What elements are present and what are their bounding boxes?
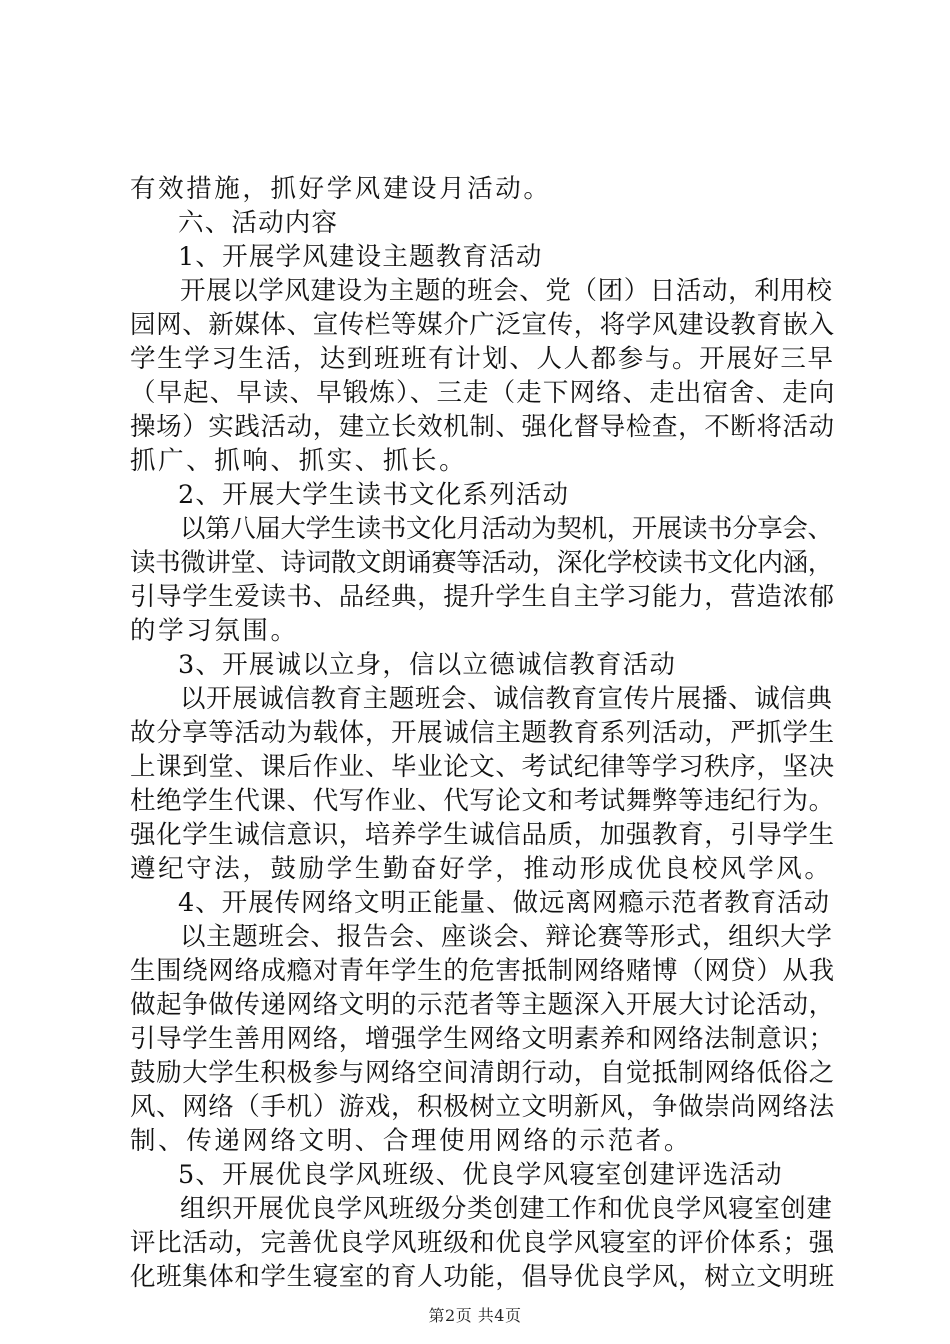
subsection-heading: 5、开展优良学风班级、优良学风寝室创建评选活动 (178, 1160, 783, 1190)
paragraph-line: 遵纪守法，鼓励学生勤奋好学，推动形成优良校风学风。 (130, 854, 833, 884)
paragraph-line: 开展以学风建设为主题的班会、党（团）日活动，利用校 (180, 276, 833, 306)
paragraph-line: 抓广、抓响、抓实、抓长。 (130, 446, 468, 476)
paragraph-line: 引导学生爱读书、品经典，提升学生自主学习能力，营造浓郁 (130, 582, 835, 612)
paragraph-line: 上课到堂、课后作业、毕业论文、考试纪律等学习秩序，坚决 (130, 752, 835, 782)
paragraph-line: 风、网络（手机）游戏，积极树立文明新风，争做崇尚网络法 (130, 1092, 835, 1122)
paragraph-line: 做起争做传递网络文明的示范者等主题深入开展大讨论活动， (130, 990, 835, 1020)
paragraph-line: 园网、新媒体、宣传栏等媒介广泛宣传，将学风建设教育嵌入 (130, 310, 835, 340)
subsection-heading: 2、开展大学生读书文化系列活动 (178, 480, 570, 510)
section-heading: 六、活动内容 (178, 208, 339, 238)
paragraph-line: 读书微讲堂、诗词散文朗诵赛等活动，深化学校读书文化内涵， (130, 548, 833, 578)
paragraph-line: 强化学生诚信意识，培养学生诚信品质，加强教育，引导学生 (130, 820, 835, 850)
subsection-heading: 1、开展学风建设主题教育活动 (178, 242, 543, 272)
paragraph-line: 评比活动，完善优良学风班级和优良学风寝室的评价体系；强 (130, 1228, 835, 1258)
paragraph-line: 引导学生善用网络，增强学生网络文明素养和网络法制意识； (130, 1024, 835, 1054)
paragraph-line: 组织开展优良学风班级分类创建工作和优良学风寝室创建 (180, 1194, 833, 1224)
paragraph-line: 杜绝学生代课、代写作业、代写论文和考试舞弊等违纪行为。 (130, 786, 835, 816)
paragraph-line: 的学习氛围。 (130, 616, 299, 646)
paragraph-line: 制、传递网络文明、合理使用网络的示范者。 (130, 1126, 693, 1156)
paragraph-line: 学生学习生活，达到班班有计划、人人都参与。开展好三早 (130, 344, 835, 374)
paragraph-line: 操场）实践活动，建立长效机制、强化督导检查，不断将活动 (130, 412, 835, 442)
paragraph-line: 化班集体和学生寝室的育人功能，倡导优良学风，树立文明班 (130, 1262, 835, 1292)
paragraph-line: （早起、早读、早锻炼）、三走（走下网络、走出宿舍、走向 (130, 378, 836, 408)
paragraph-line: 生围绕网络成瘾对青年学生的危害抵制网络赌博（网贷）从我 (130, 956, 835, 986)
page-footer: 第2页 共4页 (428, 1306, 522, 1325)
subsection-heading: 4、开展传网络文明正能量、做远离网瘾示范者教育活动 (178, 888, 830, 918)
subsection-heading: 3、开展诚以立身，信以立德诚信教育活动 (178, 650, 677, 680)
paragraph-line: 以第八届大学生读书文化月活动为契机，开展读书分享会、 (180, 514, 833, 544)
paragraph-line: 以开展诚信教育主题班会、诚信教育宣传片展播、诚信典 (180, 684, 833, 714)
paragraph-line: 故分享等活动为载体，开展诚信主题教育系列活动，严抓学生 (130, 718, 835, 748)
paragraph-line: 以主题班会、报告会、座谈会、辩论赛等形式，组织大学 (180, 922, 833, 952)
text-line: 有效措施，抓好学风建设月活动。 (130, 174, 552, 204)
paragraph-line: 鼓励大学生积极参与网络空间清朗行动，自觉抵制网络低俗之 (130, 1058, 835, 1088)
